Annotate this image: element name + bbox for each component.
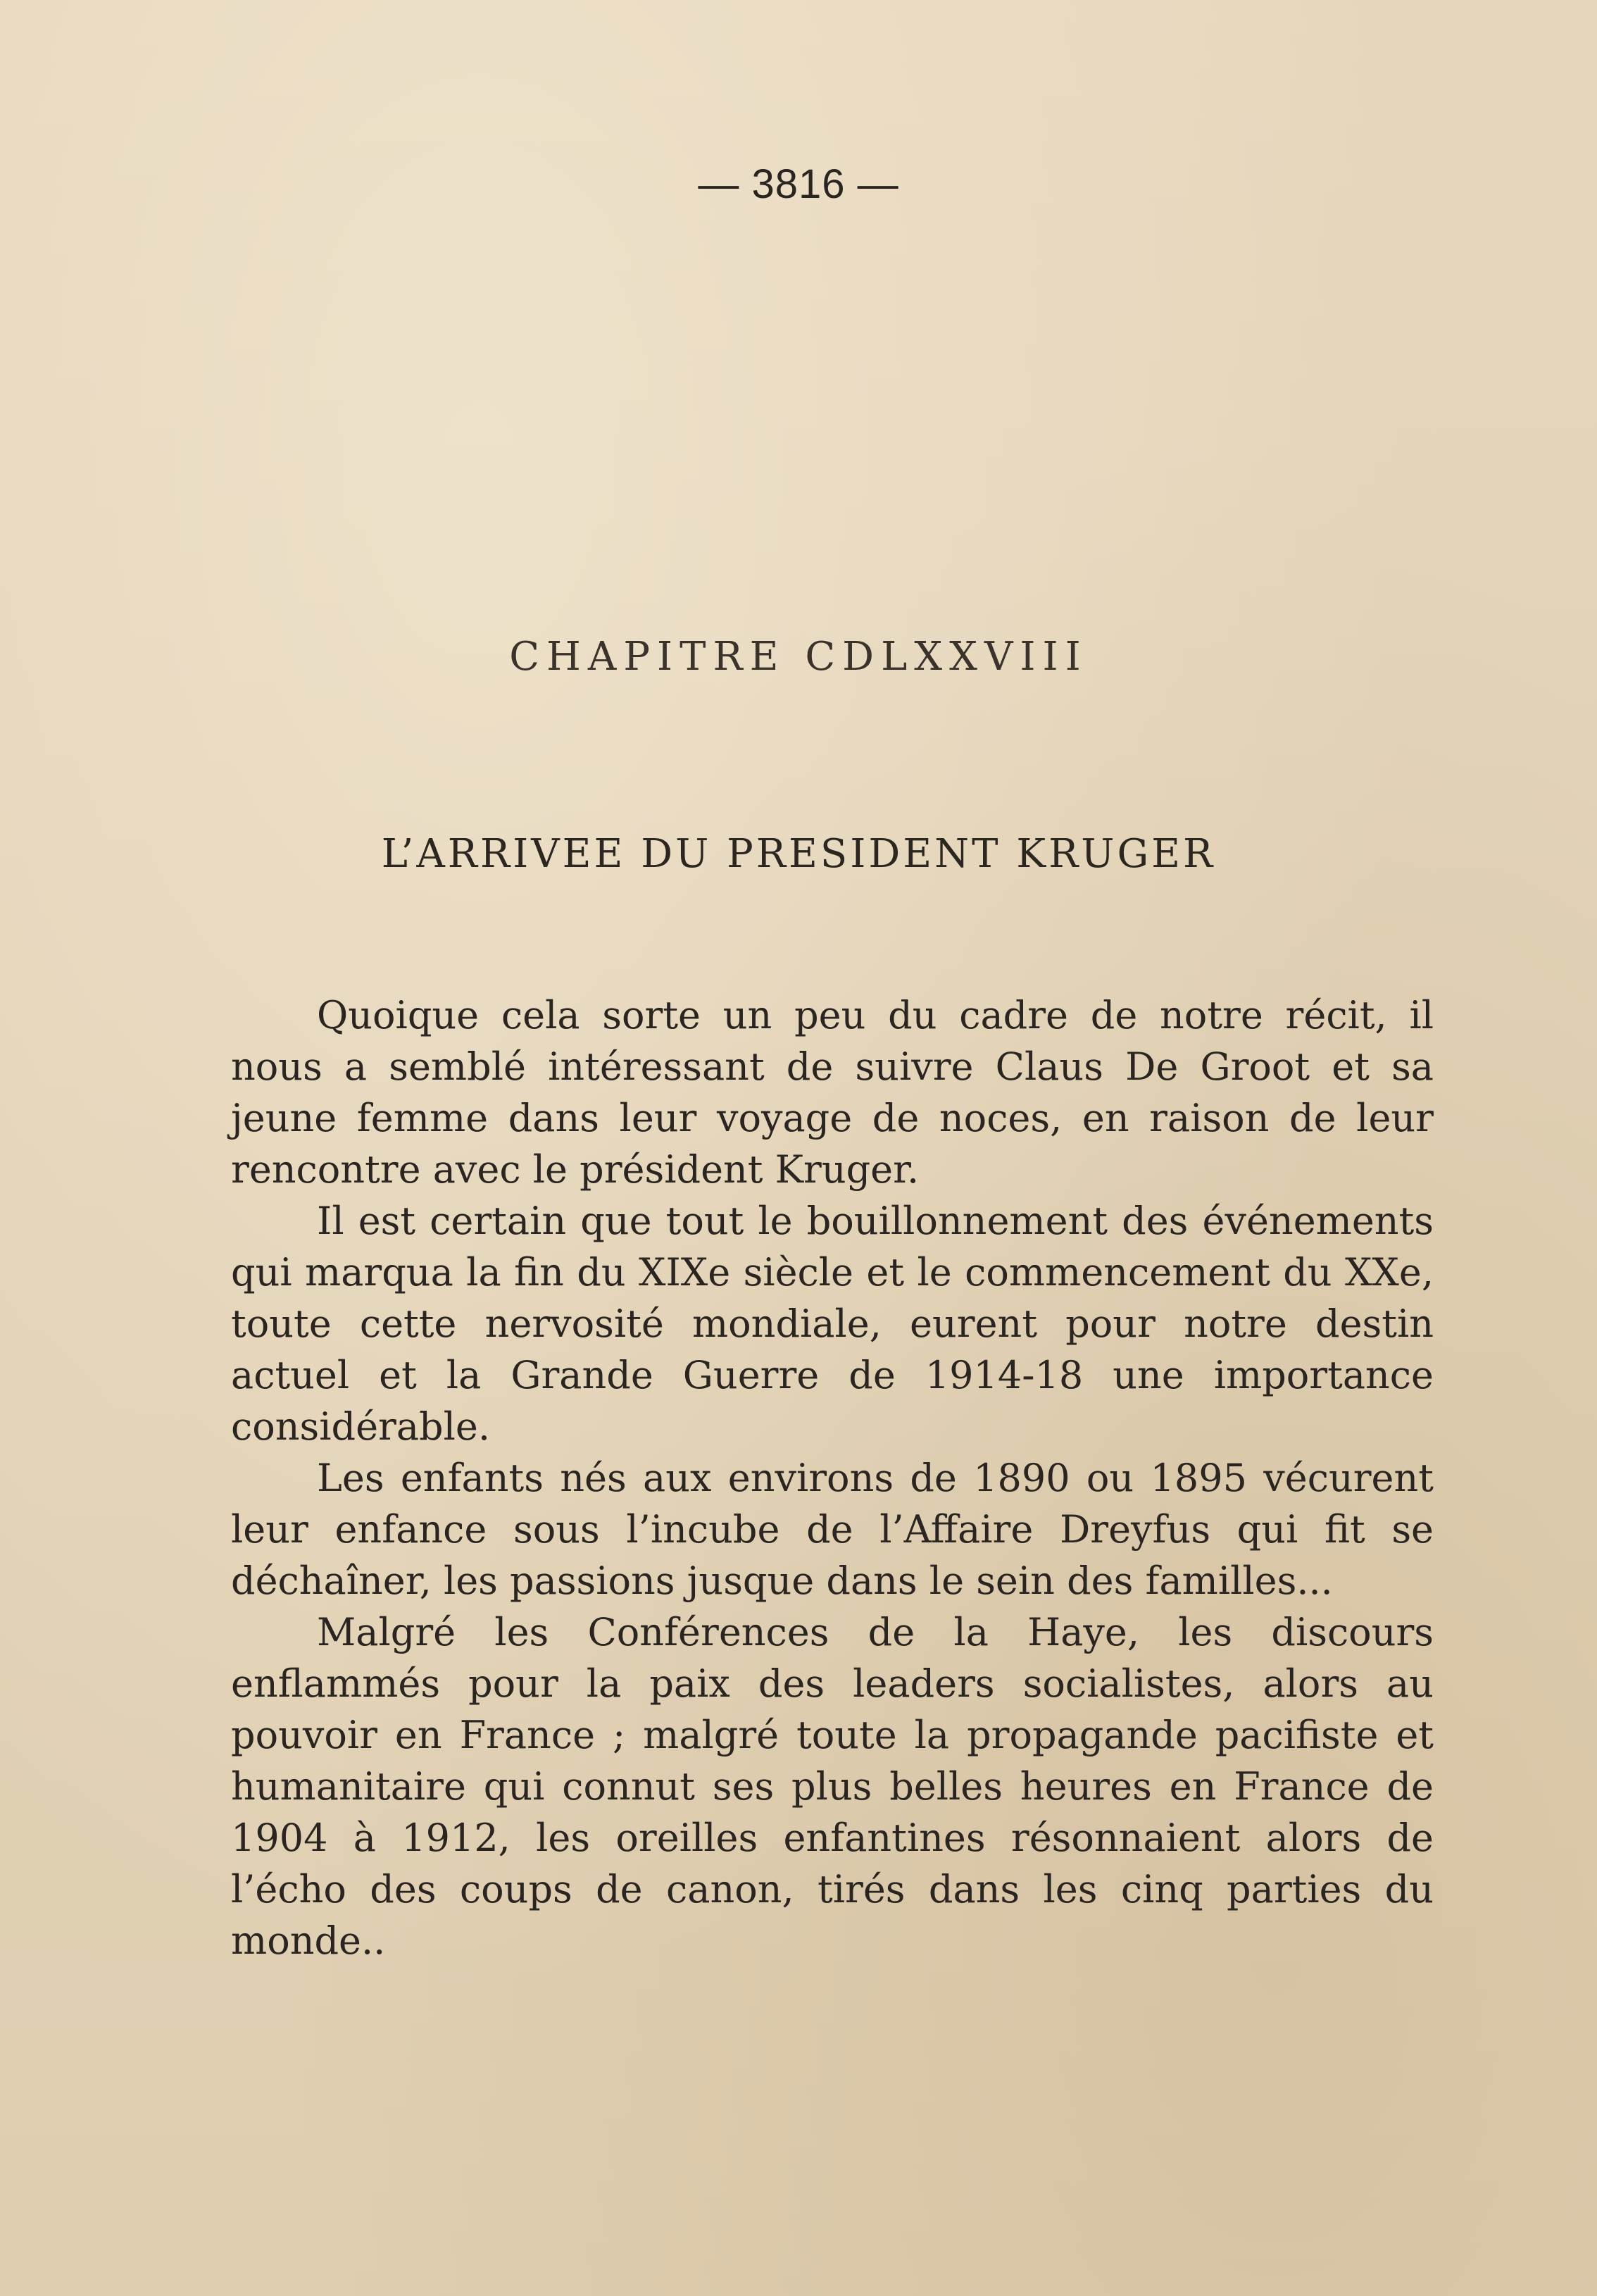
paragraph-1: Quoique cela sorte un peu du cadre de notre récit, il nous a semblé intéressant de suivre Claus De Groot et sa jeune femme dans leur voyage de noces, en raison de leur rencontre avec le président Kruger. bbox=[231, 993, 1434, 1192]
chapter-heading: L’ARRIVEE DU PRESIDENT KRUGER bbox=[381, 831, 1216, 877]
paragraph-4: Malgré les Conférences de la Haye, les discours enflammés pour la paix des leaders socialistes, alors au pouvoir en France ; malgré toute la propagande pacifiste et humanitaire qui connut ses plus belles heures en France de 1904 à 1912, les oreilles enfantines résonnaient alors de l’écho des coups de canon, tirés dans les cinq parties du monde.. bbox=[231, 1610, 1434, 1963]
page-number: — 3816 — bbox=[698, 161, 899, 207]
chapter-title: CHAPITRE CDLXXVIII bbox=[509, 634, 1088, 680]
paragraph-3: Les enfants nés aux environs de 1890 ou 1895 vécurent leur enfance sous l’incube de l’Affaire Dreyfus qui fit se déchaîner, les passions jusque dans le sein des familles... bbox=[231, 1456, 1434, 1603]
body-text bbox=[231, 990, 1434, 1966]
paragraph-2: Il est certain que tout le bouillonnement des événements qui marqua la fin du XIXe siècle et le commencement du XXe, toute cette nervosité mondiale, eurent pour notre destin actuel et la Grande Guerre de 1914-18 une importance considérable. bbox=[231, 1199, 1434, 1449]
